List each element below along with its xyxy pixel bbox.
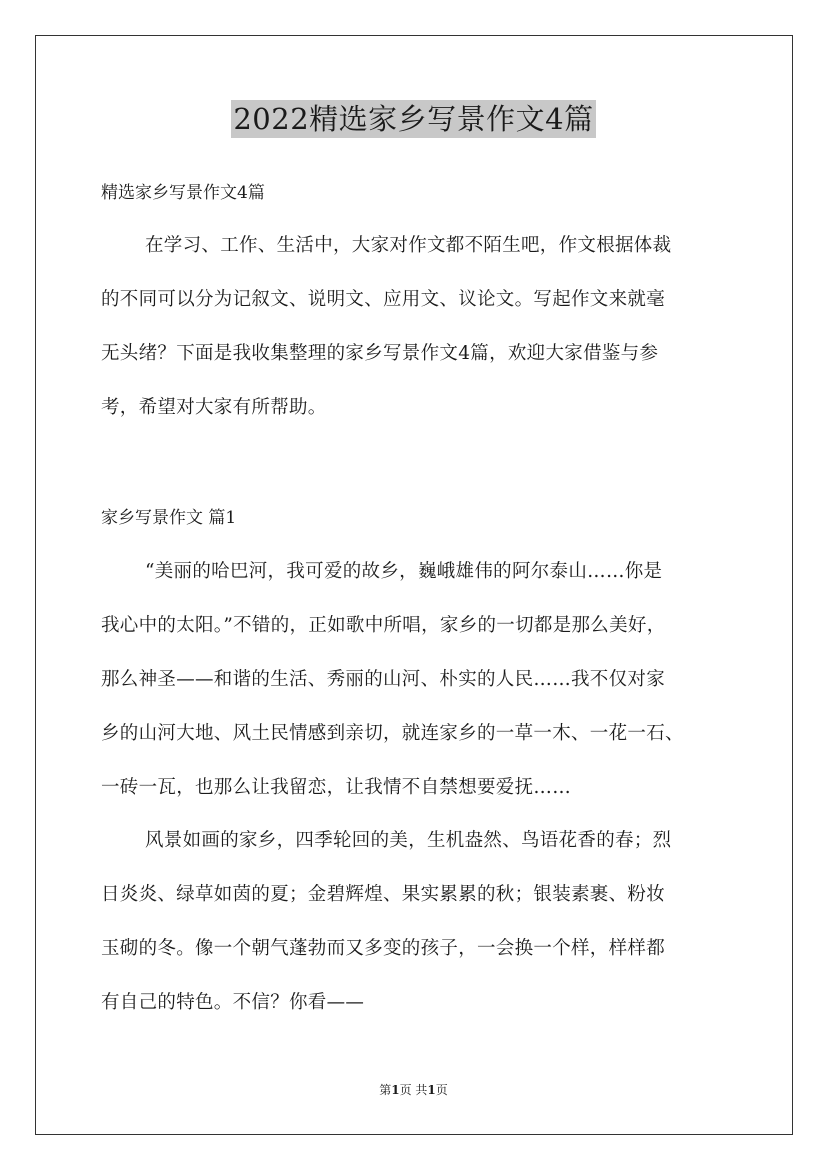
paragraph-line: 那么神圣——和谐的生活、秀丽的山河、朴实的人民……我不仅对家 [101, 669, 666, 690]
paragraph-line: 风景如画的家乡，四季轮回的美，生机盎然、鸟语花香的春；烈 [145, 830, 672, 851]
essay-paragraph-1 [101, 560, 741, 830]
intro-paragraph [101, 234, 741, 450]
document-title: 2022精选家乡写景作文4篇 [233, 102, 594, 136]
footer-page-current: 1 [391, 1083, 400, 1097]
section-heading: 家乡写景作文 篇1 [101, 508, 237, 528]
intro-line: 无头绪？下面是我收集整理的家乡写景作文4篇，欢迎大家借鉴与参 [101, 343, 659, 364]
paragraph-line: 日炎炎、绿草如茵的夏；金碧辉煌、果实累累的秋；银装素裹、粉妆 [101, 884, 666, 905]
paragraph-line: 一砖一瓦，也那么让我留恋，让我情不自禁想要爱抚…… [101, 777, 572, 798]
intro-line: 的不同可以分为记叙文、说明文、应用文、议论文。写起作文来就毫 [101, 289, 666, 310]
essay-paragraph-2 [101, 829, 741, 1045]
document-subtitle: 精选家乡写景作文4篇 [101, 183, 265, 203]
paragraph-line: 乡的山河大地、风土民情感到亲切，就连家乡的一草一木、一花一石、 [101, 723, 684, 744]
title-container [0, 100, 827, 138]
footer-suffix: 页 [435, 1083, 448, 1097]
footer-prefix: 第 [379, 1083, 392, 1097]
page-footer [0, 1082, 827, 1098]
paragraph-line: 玉砌的冬。像一个朝气蓬勃而又多变的孩子，一会换一个样，样样都 [101, 938, 666, 959]
footer-page-total: 1 [427, 1083, 436, 1097]
paragraph-line: 有自己的特色。不信？你看—— [101, 992, 365, 1013]
paragraph-line: 我心中的太阳。”不错的，正如歌中所唱，家乡的一切都是那么美好， [101, 615, 666, 636]
intro-line: 考，希望对大家有所帮助。 [101, 397, 327, 418]
intro-line: 在学习、工作、生活中，大家对作文都不陌生吧，作文根据体裁 [145, 235, 672, 256]
footer-middle: 页 共 [399, 1083, 428, 1097]
paragraph-line: “美丽的哈巴河，我可爱的故乡，巍峨雄伟的阿尔泰山……你是 [145, 561, 663, 582]
